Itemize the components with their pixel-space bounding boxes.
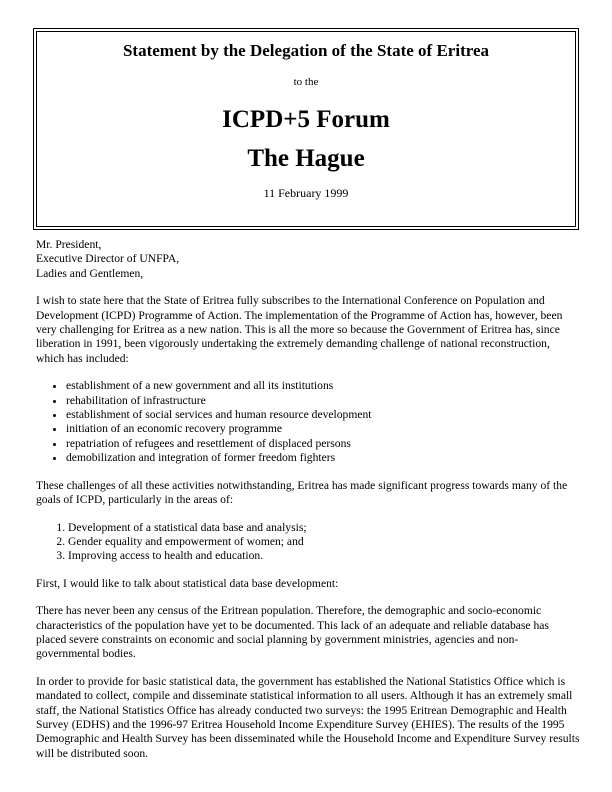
salutation [36,238,580,281]
census-paragraph: There has never been any census of the Eritrean population. Therefore, the demographic and socio-economic characteristics of the population have yet to be documented. This lack of an adequate and reliable database has placed severe constraints on economic and social planning by government ministries, agencies and non-governmental bodies. [36,604,549,661]
statistics-office-paragraph: In order to provide for basic statistical data, the government has established the National Statistics Office which is mandated to collect, compile and disseminate statistical information to all users. Although it has an extremely small staff, the National Statistics Office has already conducted two surveys: the 1995 Eritrean Demographic and Health Survey (EDHS) and the 1996-97 Eritrea Household Income Expenditure Survey (EHIES). The results of the 1995 Demographic and Health Survey has been disseminated while the Household Income and Expenditure Survey results will be distributed soon. [36,674,580,760]
list-item: • demobilization and integration of former freedom fighters [66,451,580,465]
city-title: The Hague [247,145,365,172]
progress-paragraph: These challenges of all these activities notwithstanding, Eritrea has made significant progress towards many of the goals of ICPD, particularly in the areas of: [36,478,568,507]
list-item: • repatriation of refugees and resettlement of displaced persons [66,437,580,451]
statement-date: 11 February 1999 [263,186,349,200]
list-item: 3. Improving access to health and education. [68,549,580,563]
statement-body [36,238,580,774]
intro-paragraph: I wish to state here that the State of Eritrea fully subscribes to the International Conference on Population and Development (ICPD) Programme of Action. The implementation of the Programme of Action has, however, been very challenging for Eritrea as a new nation. This is all the more so because the Government of Eritrea has, since liberation in 1991, been vigorously undertaking the extremely demanding challenge of national reconstruction, which has included: [36,294,563,365]
document-title: Statement by the Delegation of the State of Eritrea [122,41,490,60]
list-item: • rehabilitation of infrastructure [66,394,580,408]
goal-areas-list [36,521,580,564]
list-item: 1. Development of a statistical data base and analysis; [68,521,580,535]
list-item: • establishment of a new government and all its institutions [66,379,580,393]
forum-title: ICPD+5 Forum [222,106,390,133]
first-topic-paragraph: First, I would like to talk about statistical data base development: [36,576,339,590]
salutation-line: Ladies and Gentlemen, [36,266,144,280]
salutation-line: Mr. President, [36,238,102,251]
list-item: • establishment of social services and human resource development [66,408,580,422]
reconstruction-list [36,379,580,465]
to-the-text: to the [293,76,319,88]
list-item: • initiation of an economic recovery programme [66,422,580,436]
list-item: 2. Gender equality and empowerment of women; and [68,535,580,549]
title-box [36,31,576,227]
salutation-line: Executive Director of UNFPA, [36,252,180,266]
